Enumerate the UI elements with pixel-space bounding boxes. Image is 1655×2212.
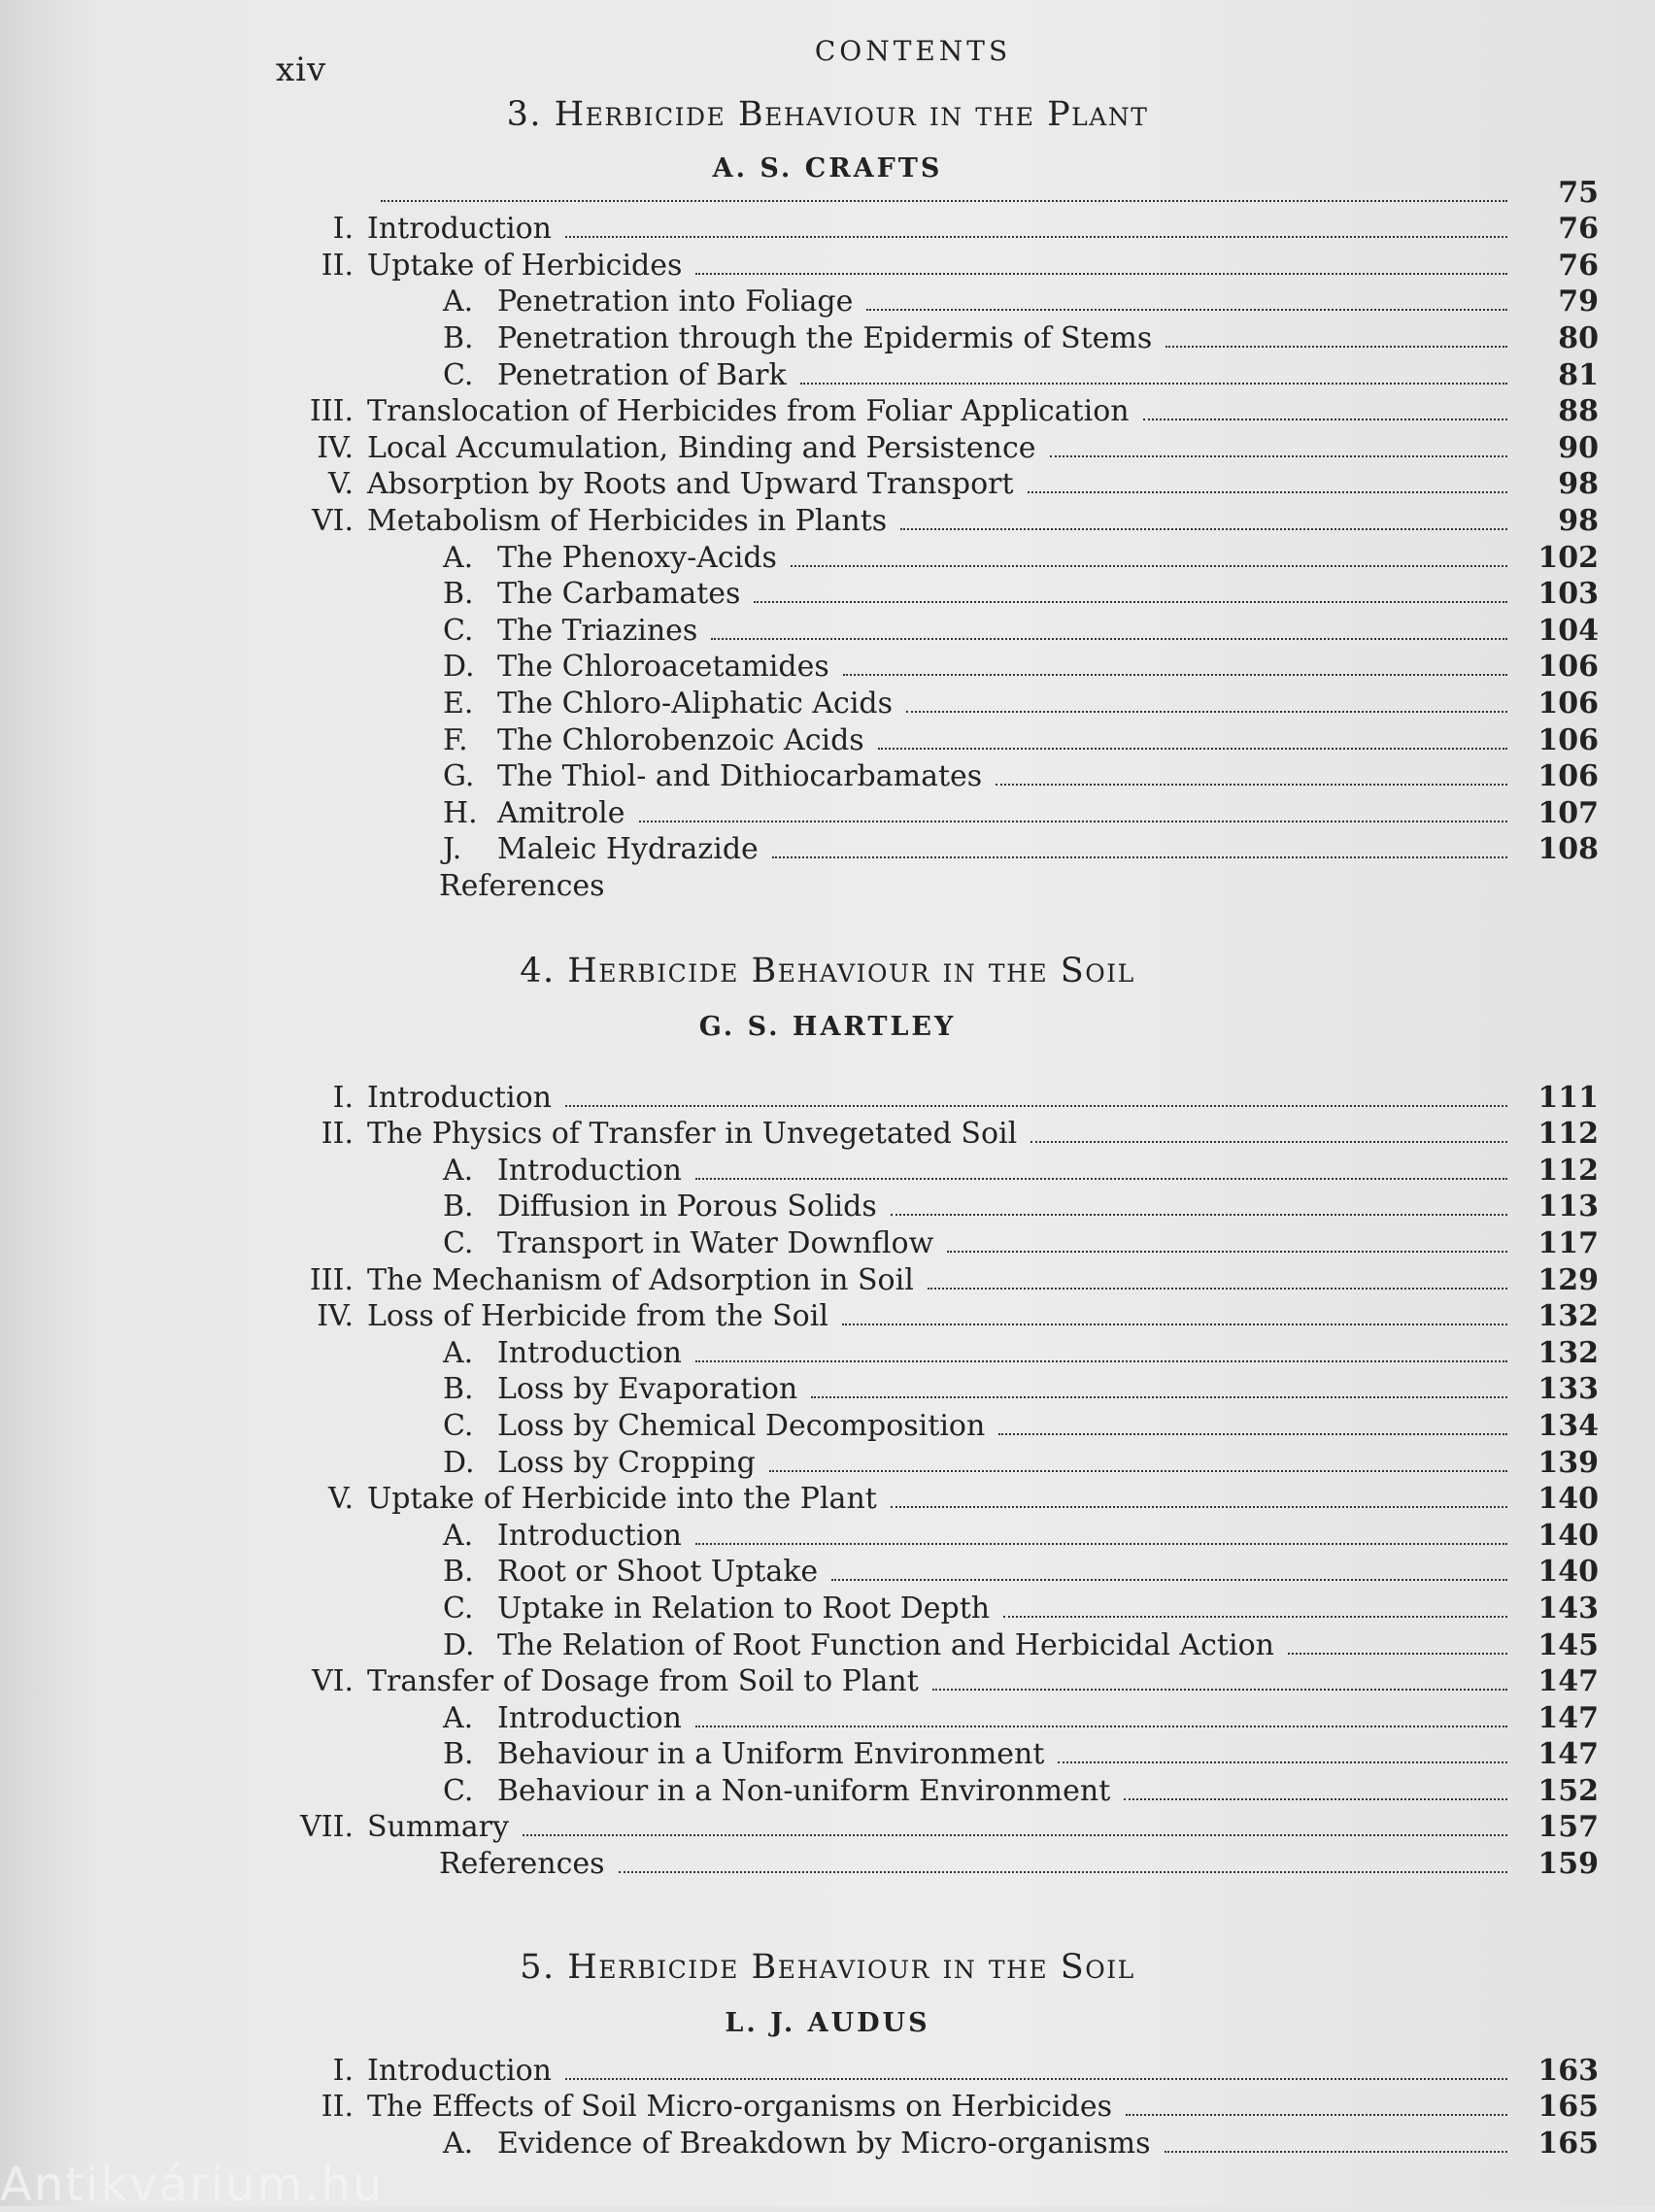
dot-leader (711, 638, 1507, 640)
subsection-letter: B. (443, 577, 474, 612)
entry-title: Introduction (497, 1518, 682, 1553)
section-number: I. (332, 212, 354, 247)
page-ref: 140 (1537, 1482, 1599, 1517)
dot-leader (947, 1251, 1507, 1253)
page-ref: 90 (1558, 430, 1599, 465)
page-ref: 113 (1537, 1190, 1599, 1224)
dot-leader (906, 711, 1507, 713)
toc-entry (282, 1551, 1599, 1588)
toc-entry (282, 1368, 1599, 1405)
entry-title: Amitrole (497, 795, 625, 830)
chapter-5-toc (282, 2049, 1599, 2159)
entry-title: Behaviour in a Uniform Environment (497, 1737, 1045, 1772)
dot-leader (695, 1178, 1507, 1180)
subsection-letter: D. (443, 650, 475, 685)
entry-title: Summary (367, 1810, 509, 1845)
entry-title: The Relation of Root Function and Herbicidal Action (497, 1627, 1274, 1662)
entry-title: The Carbamates (497, 577, 741, 612)
dot-leader (565, 2078, 1507, 2080)
toc-entry (282, 682, 1599, 719)
page-ref: 129 (1537, 1262, 1599, 1297)
page-ref: 106 (1537, 686, 1599, 721)
toc-entry (282, 1295, 1599, 1332)
dot-leader (1030, 1141, 1507, 1143)
toc-entry (282, 828, 1599, 865)
entry-title: References (439, 1847, 605, 1882)
page-ref: 106 (1537, 722, 1599, 757)
page-ref: 75 (1558, 175, 1599, 210)
toc-entry (282, 244, 1599, 281)
dot-leader (754, 601, 1507, 603)
page-ref: 106 (1537, 650, 1599, 685)
entry-title: Transfer of Dosage from Soil to Plant (367, 1664, 919, 1699)
page-ref: 133 (1537, 1372, 1599, 1407)
dot-leader (1288, 1653, 1507, 1655)
subsection-letter: C. (443, 1225, 474, 1260)
page-ref: 111 (1537, 1080, 1599, 1115)
entry-title: The Physics of Transfer in Unvegetated Soil (367, 1117, 1018, 1152)
page-ref: 112 (1537, 1153, 1599, 1188)
toc-entry (282, 1660, 1599, 1697)
dot-leader (998, 1433, 1507, 1435)
toc-entry (282, 719, 1599, 755)
watermark: Antikvárium.hu (0, 2158, 385, 2212)
chapter-3-title: 3. Herbicide Behaviour in the Plant (506, 95, 1149, 134)
subsection-letter: A. (443, 1153, 474, 1188)
entry-title: Introduction (497, 1335, 682, 1370)
toc-entry (282, 1696, 1599, 1733)
dot-leader (523, 1834, 1507, 1836)
chapter-4-author: G. S. HARTLEY (698, 1012, 957, 1042)
section-number: V. (328, 1482, 354, 1517)
chapter-4-toc (282, 1076, 1599, 1882)
page-ref: 132 (1537, 1299, 1599, 1334)
page-ref: 152 (1537, 1773, 1599, 1808)
dot-leader (800, 383, 1507, 385)
toc-entry (282, 1806, 1599, 1843)
subsection-letter: A. (443, 1518, 474, 1553)
entry-title: The Chlorobenzoic Acids (497, 722, 864, 757)
toc-entry (282, 353, 1599, 390)
toc-entry (282, 281, 1599, 318)
toc-entry (282, 208, 1599, 245)
dot-leader (891, 1214, 1507, 1216)
dot-leader (565, 1105, 1507, 1107)
entry-title: Introduction (367, 212, 552, 247)
toc-entry (282, 864, 1599, 901)
subsection-letter: C. (443, 1591, 474, 1625)
page-ref: 80 (1558, 320, 1599, 355)
dot-leader (565, 236, 1507, 238)
chapter-4-title: 4. Herbicide Behaviour in the Soil (520, 952, 1135, 990)
dot-leader (996, 784, 1507, 786)
toc-entry (282, 1404, 1599, 1441)
subsection-letter: B. (443, 1555, 474, 1590)
section-number: VII. (300, 1810, 354, 1845)
toc-entry (282, 536, 1599, 573)
dot-leader (769, 1470, 1507, 1472)
dot-leader (1124, 1798, 1507, 1800)
dot-leader (811, 1396, 1507, 1398)
section-number: I. (332, 2053, 354, 2088)
page-ref: 103 (1537, 577, 1599, 612)
toc-entry (282, 1186, 1599, 1223)
section-number: IV. (317, 430, 354, 465)
toc-entry (282, 463, 1599, 500)
dot-leader (1126, 2114, 1507, 2116)
page-ref: 108 (1537, 832, 1599, 867)
dot-leader (842, 1324, 1507, 1325)
dot-leader (891, 1506, 1507, 1508)
toc-entry (282, 1478, 1599, 1515)
page-ref: 140 (1537, 1555, 1599, 1590)
page-ref: 157 (1537, 1810, 1599, 1845)
subsection-letter: A. (443, 1700, 474, 1735)
page-ref: 163 (1537, 2053, 1599, 2088)
entry-title: Transport in Water Downflow (497, 1225, 934, 1260)
section-number: III. (309, 1262, 354, 1297)
entry-title: Introduction (497, 1700, 682, 1735)
chapter-3-author: A. S. CRAFTS (712, 153, 943, 184)
subsection-letter: D. (443, 1627, 475, 1662)
entry-title: References (439, 868, 605, 903)
dot-leader (695, 1360, 1507, 1362)
entry-title: Evidence of Breakdown by Micro-organisms (497, 2126, 1151, 2161)
entry-title: Introduction (367, 2053, 552, 2088)
entry-title: The Phenoxy-Acids (497, 540, 777, 575)
entry-title: Penetration through the Epidermis of Stems (497, 320, 1153, 355)
dot-leader (1028, 491, 1507, 493)
entry-title: Loss of Herbicide from the Soil (367, 1299, 828, 1334)
entry-title: Uptake of Herbicides (367, 248, 683, 283)
page-ref: 79 (1558, 285, 1599, 319)
page-ref: 134 (1537, 1408, 1599, 1443)
entry-title: The Thiol- and Dithiocarbamates (497, 759, 983, 794)
page-ref: 81 (1558, 357, 1599, 392)
subsection-letter: B. (443, 1737, 474, 1772)
toc-entry (282, 1587, 1599, 1624)
chapter-5-author: L. J. AUDUS (725, 2008, 930, 2038)
toc-entry (282, 317, 1599, 353)
entry-title: Absorption by Roots and Upward Transport (367, 467, 1014, 502)
subsection-letter: E. (443, 686, 474, 721)
page-ref: 88 (1558, 394, 1599, 429)
toc-entry (282, 499, 1599, 536)
subsection-letter: D. (443, 1445, 475, 1480)
subsection-letter: A. (443, 2126, 474, 2161)
page-ref: 165 (1537, 2126, 1599, 2161)
entry-title: Diffusion in Porous Solids (497, 1190, 877, 1224)
toc-entry (282, 609, 1599, 646)
section-number: I. (332, 1080, 354, 1115)
toc-entry (282, 1842, 1599, 1882)
subsection-letter: A. (443, 285, 474, 319)
dot-leader (1058, 1761, 1507, 1763)
page-ref: 147 (1537, 1664, 1599, 1699)
subsection-letter: C. (443, 357, 474, 392)
page-number: xiv (276, 50, 327, 89)
subsection-letter: A. (443, 1335, 474, 1370)
dot-leader (1143, 419, 1507, 420)
toc-entry (282, 573, 1599, 610)
section-number: VI. (311, 503, 354, 538)
entry-title: Metabolism of Herbicides in Plants (367, 503, 888, 538)
subsection-letter: F. (443, 722, 468, 757)
section-number: II. (321, 248, 354, 283)
page-ref: 145 (1537, 1627, 1599, 1662)
entry-title: The Effects of Soil Micro-organisms on Herbicides (367, 2090, 1112, 2125)
entry-title: The Mechanism of Adsorption in Soil (367, 1262, 914, 1297)
section-number: IV. (317, 1299, 354, 1334)
page-ref: 147 (1537, 1737, 1599, 1772)
toc-entry (282, 791, 1599, 828)
toc-entry (282, 646, 1599, 683)
subsection-letter: C. (443, 1773, 474, 1808)
page-ref: 140 (1537, 1518, 1599, 1553)
dot-leader (772, 856, 1507, 858)
toc-entry (282, 426, 1599, 463)
page-ref: 143 (1537, 1591, 1599, 1625)
dot-leader (695, 273, 1507, 275)
section-number: VI. (311, 1664, 354, 1699)
entry-title: The Chloro-Aliphatic Acids (497, 686, 894, 721)
page-ref: 106 (1537, 759, 1599, 794)
section-number: II. (321, 1117, 354, 1152)
entry-title: Introduction (367, 1080, 552, 1115)
dot-leader (878, 748, 1507, 750)
dot-leader (900, 528, 1507, 530)
subsection-letter: G. (443, 759, 475, 794)
toc-entry (282, 1331, 1599, 1368)
section-number: II. (321, 2090, 354, 2125)
toc-entry (282, 1258, 1599, 1295)
dot-leader (866, 309, 1507, 311)
page-ref: 76 (1558, 248, 1599, 283)
entry-title: Loss by Evaporation (497, 1372, 798, 1407)
page-ref: 112 (1537, 1117, 1599, 1152)
dot-leader (1003, 1616, 1507, 1618)
entry-title: Introduction (497, 1153, 682, 1188)
toc-entry (282, 1733, 1599, 1770)
dot-leader (695, 1726, 1507, 1727)
dot-leader (619, 1871, 1507, 1873)
subsection-letter: B. (443, 1190, 474, 1224)
dot-leader (928, 1288, 1507, 1290)
toc-entry (282, 171, 1599, 208)
dot-leader (1165, 346, 1507, 348)
chapter-3-toc (282, 171, 1599, 901)
page-ref: 107 (1537, 795, 1599, 830)
entry-title: Local Accumulation, Binding and Persistence (367, 430, 1036, 465)
dot-leader (1165, 2151, 1507, 2153)
dot-leader (639, 821, 1507, 822)
toc-entry (282, 2049, 1599, 2086)
toc-entry (282, 1441, 1599, 1478)
page-ref: 102 (1537, 540, 1599, 575)
toc-entry (282, 1624, 1599, 1660)
chapter-5-title: 5. Herbicide Behaviour in the Soil (520, 1948, 1135, 1987)
dot-leader (791, 565, 1507, 567)
toc-entry (282, 2122, 1599, 2159)
page-ref: 165 (1537, 2090, 1599, 2125)
toc-entry (282, 1769, 1599, 1806)
toc-entry (282, 1076, 1599, 1113)
toc-entry (282, 1514, 1599, 1551)
toc-entry (282, 1113, 1599, 1150)
entry-title: Uptake in Relation to Root Depth (497, 1591, 991, 1625)
page-ref: 117 (1537, 1225, 1599, 1260)
toc-entry (282, 390, 1599, 427)
entry-title: Uptake of Herbicide into the Plant (367, 1482, 877, 1517)
toc-entry (282, 755, 1599, 792)
subsection-letter: C. (443, 1408, 474, 1443)
dot-leader (695, 1543, 1507, 1545)
subsection-letter: H. (443, 795, 478, 830)
dot-leader (1050, 455, 1507, 457)
subsection-letter: A. (443, 540, 474, 575)
page-ref: 139 (1537, 1445, 1599, 1480)
subsection-letter: B. (443, 320, 474, 355)
toc-entry (282, 1222, 1599, 1258)
page-ref: 76 (1558, 212, 1599, 247)
dot-leader (843, 674, 1507, 676)
section-number: III. (309, 394, 354, 429)
entry-title: Behaviour in a Non-uniform Environment (497, 1773, 1111, 1808)
subsection-letter: B. (443, 1372, 474, 1407)
dot-leader (381, 200, 1507, 202)
page-ref: 147 (1537, 1700, 1599, 1735)
entry-title: The Chloroacetamides (497, 650, 829, 685)
entry-title: Penetration into Foliage (497, 285, 854, 319)
page-ref: 159 (1537, 1847, 1599, 1882)
page-ref: 132 (1537, 1335, 1599, 1370)
page-ref: 104 (1537, 613, 1599, 648)
section-number: V. (328, 467, 354, 502)
page-ref: 98 (1558, 503, 1599, 538)
entry-title: Loss by Chemical Decomposition (497, 1408, 986, 1443)
page-ref: 98 (1558, 467, 1599, 502)
toc-entry (282, 1149, 1599, 1186)
toc-entry (282, 2086, 1599, 2123)
dot-leader (831, 1579, 1507, 1581)
entry-title: Translocation of Herbicides from Foliar Application (367, 394, 1130, 429)
dot-leader (932, 1689, 1507, 1691)
subsection-letter: C. (443, 613, 474, 648)
subsection-letter: J. (443, 832, 462, 867)
entry-title: The Triazines (497, 613, 698, 648)
running-head: CONTENTS (814, 35, 1012, 67)
entry-title: Maleic Hydrazide (497, 832, 759, 867)
entry-title: Loss by Cropping (497, 1445, 756, 1480)
entry-title: Root or Shoot Uptake (497, 1555, 819, 1590)
entry-title: Penetration of Bark (497, 357, 787, 392)
